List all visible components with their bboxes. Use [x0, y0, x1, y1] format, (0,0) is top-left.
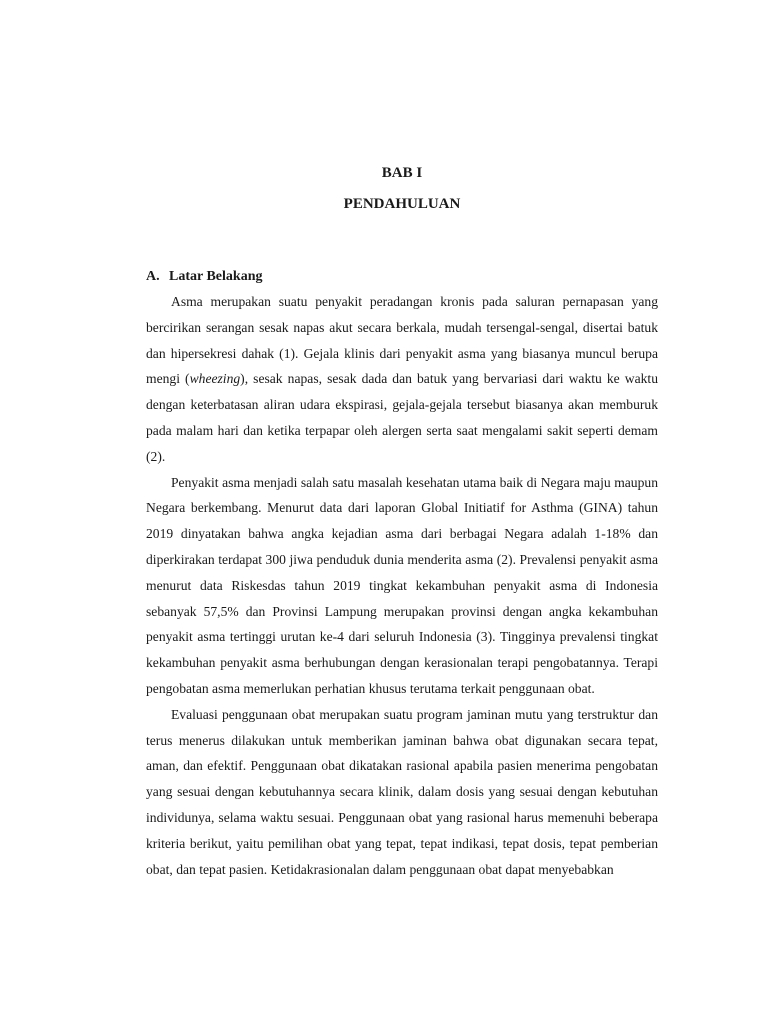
- section-heading: [146, 264, 658, 289]
- paragraph-1-text-start: Asma merupakan suatu penyakit peradangan kronis pada saluran pernapasan yang bercirikan serangan sesak napas akut secara berkala, mudah tersengal-sengal, disertai batuk dan hipersekresi dahak (1). Gejala klinis dari penyakit asma yang biasanya muncul berupa mengi (: [146, 294, 658, 387]
- paragraph-1-italic-term: wheezing: [189, 371, 241, 387]
- document-body: [146, 264, 658, 882]
- paragraph-3: Evaluasi penggunaan obat merupakan suatu program jaminan mutu yang terstruktur dan terus menerus dilakukan untuk memberikan jaminan bahwa obat digunakan secara tepat, aman, dan efektif. Penggunaan obat dikatakan rasional apabila pasien menerima pengobatan yang sesuai dengan kebutuhannya secara klinik, dalam dosis yang sesuai dengan kebutuhan individunya, selama waktu sesuai. Penggunaan obat yang rasional harus memenuhi beberapa kriteria berikut, yaitu pemilihan obat yang tepat, tepat indikasi, tepat dosis, tepat pemberian obat, dan tepat pasien. Ketidakrasionalan dalam penggunaan obat dapat menyebabkan: [146, 706, 658, 877]
- paragraph-1-text-end: ), sesak napas, sesak dada dan batuk yang bervariasi dari waktu ke waktu dengan keterbatasan aliran udara ekspirasi, gejala-gejala tersebut biasanya akan memburuk pada malam hari dan ketika terpapar oleh alergen serta saat mengalami sakit seperti demam (2).: [146, 371, 659, 464]
- paragraph-2: Penyakit asma menjadi salah satu masalah kesehatan utama baik di Negara maju maupun Negara berkembang. Menurut data dari laporan Global Initiatif for Asthma (GINA) tahun 2019 dinyatakan bahwa angka kejadian asma dari berbagai Negara adalah 1-18% dan diperkirakan terdapat 300 jiwa penduduk dunia menderita asma (2). Prevalensi penyakit asma menurut data Riskesdas tahun 2019 tingkat kekambuhan penyakit asma di Indonesia sebanyak 57,5% dan Provinsi Lampung merupakan provinsi dengan angka kekambuhan penyakit asma tertinggi urutan ke-4 dari seluruh Indonesia (3). Tingginya prevalensi tingkat kekambuhan penyakit asma berhubungan dengan kerasionalan terapi pengobatannya. Terapi pengobatan asma memerlukan perhatian khusus terutama terkait penggunaan obat.: [146, 474, 658, 696]
- chapter-heading: [0, 160, 768, 217]
- section-number: A.: [146, 269, 160, 284]
- section-title: Latar Belakang: [169, 269, 263, 284]
- chapter-title: PENDAHULUAN: [343, 196, 461, 212]
- paragraph-1: [146, 289, 658, 470]
- chapter-label: BAB I: [381, 165, 423, 181]
